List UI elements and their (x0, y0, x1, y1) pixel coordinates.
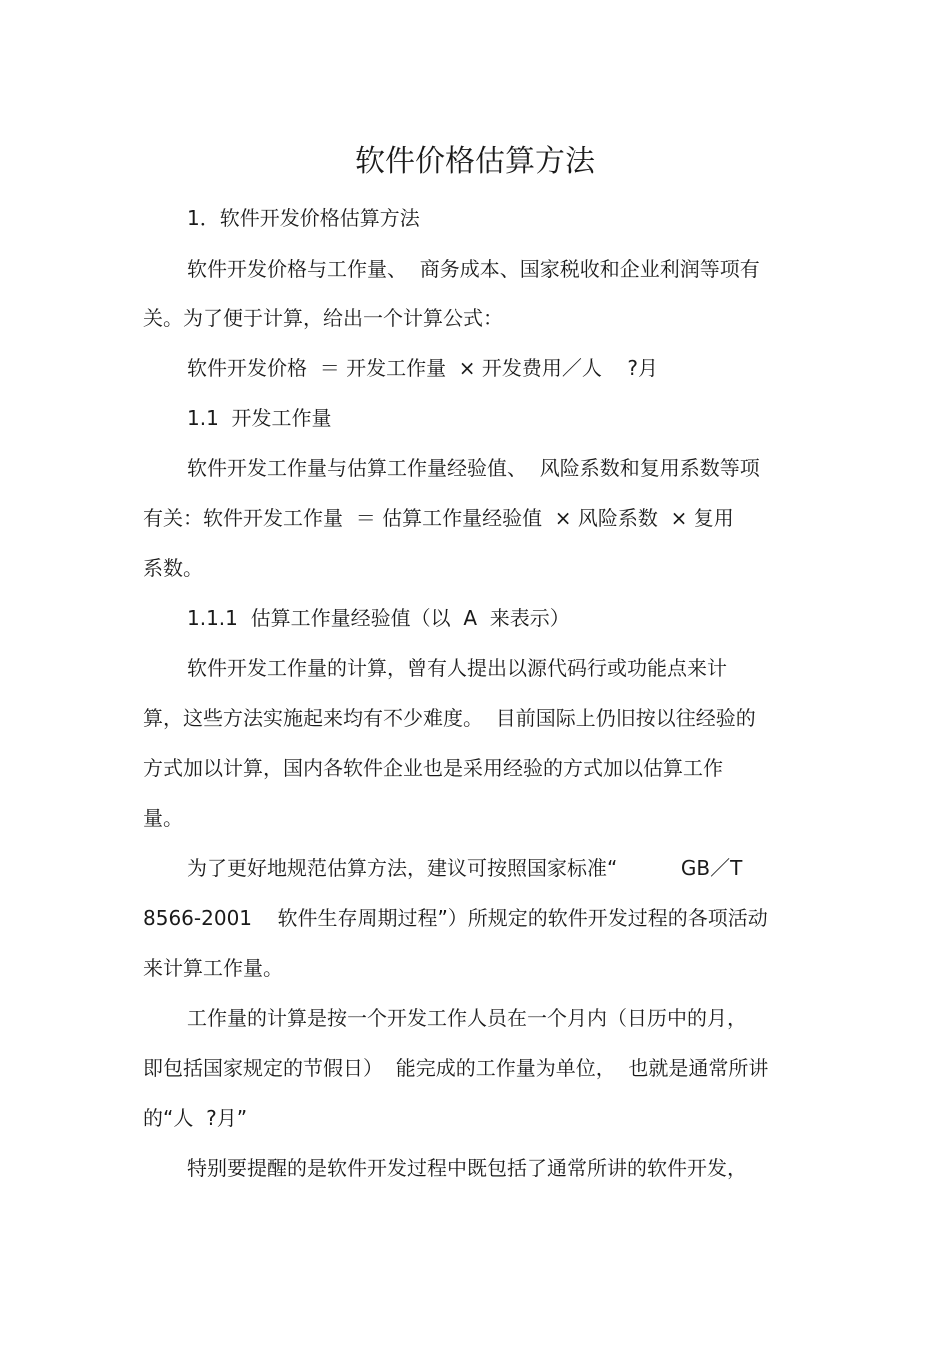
paragraph-line: 算，这些方法实施起来均有不少难度。 目前国际上仍旧按以往经验的 (143, 706, 756, 730)
paragraph-line: 软件开发工作量的计算，曾有人提出以源代码行或功能点来计 (187, 656, 727, 680)
paragraph-line: 工作量的计算是按一个开发工作人员在一个月内（日历中的月， (187, 1006, 747, 1030)
paragraph-line: 软件开发价格与工作量、 商务成本、国家税收和企业利润等项有 (187, 257, 760, 281)
paragraph-line: 的“人 ?月” (143, 1106, 248, 1130)
paragraph-line: 有关：软件开发工作量 ＝ 估算工作量经验值 × 风险系数 × 复用 (143, 506, 734, 530)
paragraph-line: 来计算工作量。 (143, 956, 283, 980)
paragraph-line: 为了更好地规范估算方法，建议可按照国家标准“ GB／T (187, 856, 743, 880)
document-title: 软件价格估算方法 (355, 144, 595, 179)
paragraph-line: 关。为了便于计算，给出一个计算公式： (143, 306, 503, 330)
paragraph-line: 方式加以计算，国内各软件企业也是采用经验的方式加以估算工作 (143, 756, 723, 780)
section-heading-1: 1．软件开发价格估算方法 (187, 206, 420, 230)
paragraph-line: 软件开发工作量与估算工作量经验值、 风险系数和复用系数等项 (187, 456, 760, 480)
section-heading-1-1: 1.1 开发工作量 (187, 406, 332, 430)
paragraph-line: 系数。 (143, 556, 203, 580)
formula-line: 软件开发价格 ＝ 开发工作量 × 开发费用／人 ?月 (187, 356, 658, 380)
paragraph-line: 特别要提醒的是软件开发过程中既包括了通常所讲的软件开发， (187, 1156, 747, 1180)
section-heading-1-1-1: 1.1.1 估算工作量经验值（以 A 来表示） (187, 606, 570, 630)
paragraph-line: 量。 (143, 806, 183, 830)
paragraph-line: 即包括国家规定的节假日） 能完成的工作量为单位， 也就是通常所讲 (143, 1056, 769, 1080)
paragraph-line: 8566-2001 软件生存周期过程”）所规定的软件开发过程的各项活动 (143, 906, 768, 930)
